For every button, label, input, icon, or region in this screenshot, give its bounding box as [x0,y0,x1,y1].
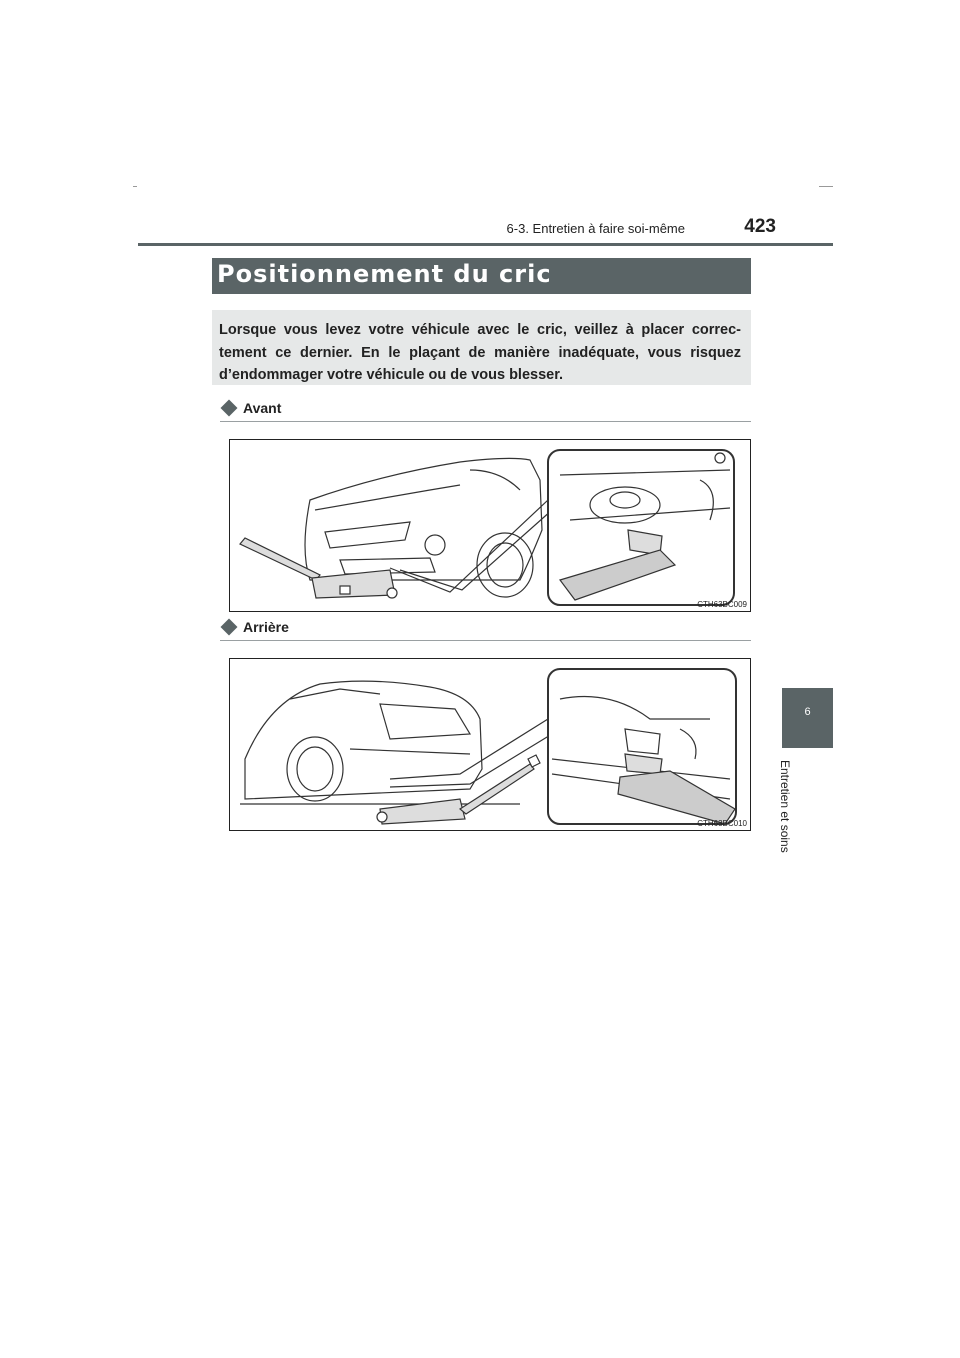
figure-code-front: CTH63BC009 [697,600,747,609]
diamond-bullet-icon [221,619,238,636]
subheading-rear-label: Arrière [243,619,289,635]
subheading-front-label: Avant [243,400,282,416]
chapter-number: 6 [804,706,811,718]
intro-box [212,310,751,385]
crop-mark [819,186,833,187]
intro-text: Lorsque vous levez votre véhicule avec le cric, veillez à placer correc-tement ce dernier. En le plaçant de manière inadéquate, vous risquez d’endommager votre véhicule ou de vous blesser. [219,322,741,383]
front-car-jack-illustration [230,440,751,612]
subheading-front [220,400,281,416]
figure-code-rear: CTH63BC010 [697,819,747,828]
subheading-rule [220,421,751,422]
subheading-rule [220,640,751,641]
crop-mark [133,186,137,187]
chapter-label [780,760,804,880]
page-number: 423 [744,216,776,237]
header-rule [138,243,833,246]
chapter-tab [782,688,833,748]
diamond-bullet-icon [221,400,238,417]
subheading-rear [220,619,289,635]
page-title-bar [212,258,751,294]
figure-front-jack [229,439,751,612]
rear-car-jack-illustration [230,659,751,831]
chapter-label-text: Entretien et soins [778,760,792,853]
page-title: Positionnement du cric [217,260,552,288]
figure-rear-jack [229,658,751,831]
section-reference: 6-3. Entretien à faire soi-même [506,221,685,236]
